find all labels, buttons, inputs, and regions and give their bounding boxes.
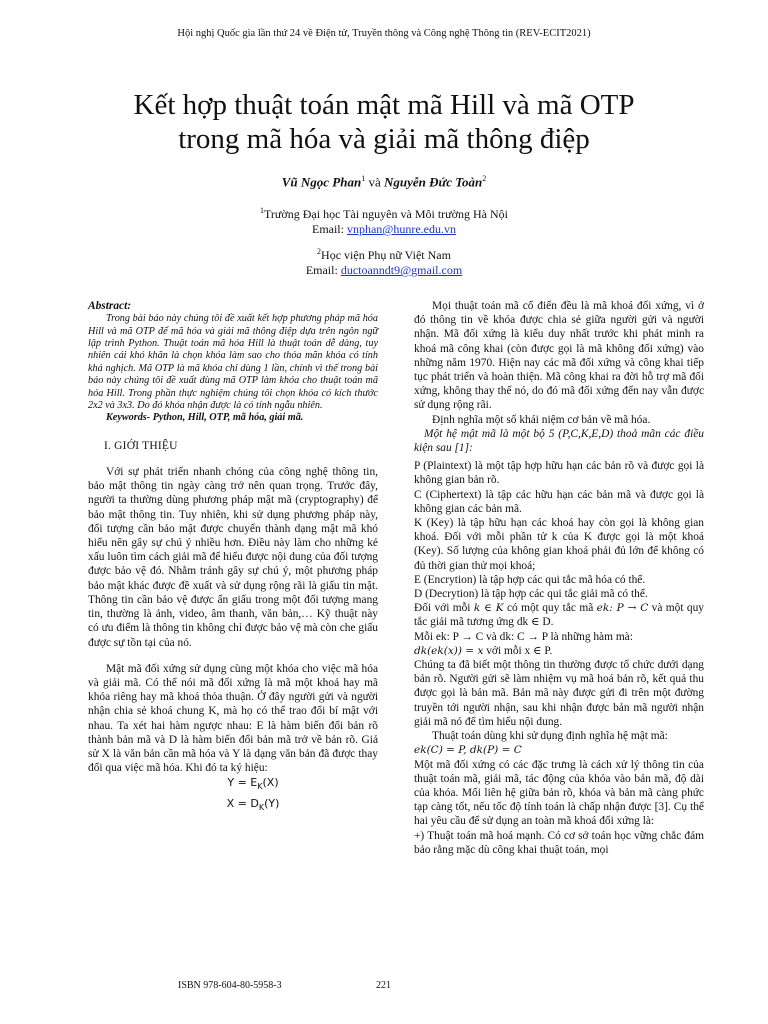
conference-header: Hội nghị Quốc gia lần thứ 24 về Điện tử, Truyền thông và Công nghệ Thông tin (REV-ECIT2021) <box>177 28 591 39</box>
math-ek-mapping: ek: P → C <box>596 602 649 615</box>
definition-encryption: E (Encrytion) là tập hợp các qui tắc mã hóa có thể. <box>414 573 646 586</box>
equation-decrypt-sub: K <box>258 802 265 812</box>
definition-decryption: D (Decrytion) là tập hợp các qui tắc giải mã có thể. <box>414 588 648 601</box>
author-2-sup: 2 <box>482 174 487 183</box>
abstract-heading: Abstract: <box>88 300 132 312</box>
definition-ciphertext: C (Ciphertext) là tập các hữu hạn các bản mã và được gọi là không gian các bản mã. <box>414 488 704 515</box>
affiliation-1-sup: 1 <box>259 206 264 215</box>
right-paragraph-3: Một hệ mật mã là một bộ 5 (P,C,K,E,D) thoả mãn các điều kiện sau [1]: <box>414 427 704 455</box>
affiliation-2-name: Học viện Phụ nữ Việt Nam <box>321 248 451 262</box>
email-link-2[interactable]: ductoanndt9@gmail.com <box>340 263 463 277</box>
author-line <box>0 174 768 190</box>
definition-rule <box>414 601 704 629</box>
definition-key: K (Key) là tập hữu hạn các khoá hay còn gọi là không gian khoá. Đối với mỗi phần tử k của K được gọi là một khoá (Key). Số lượng của không gian khoá phải đủ lớn để không có đủ thời gian thử mọi khoá; <box>414 517 704 572</box>
right-paragraph-2: Định nghĩa một số khái niệm cơ bản về mã hóa. <box>432 413 651 426</box>
abstract-text: Trong bài báo này chúng tôi đề xuất kết hợp phương pháp mã hóa Hill và mã OTP để mã hóa và giải mã thông điệp dựa trên ngôn ngữ lập trình Python. Thuật toán mã hóa Hill là thuật toán dễ dàng, tuy nhiên cái khó khăn là chọn khóa làm sao cho thỏa mãn khóa có tính khả nghịch. Mã OTP là mã khóa chỉ dùng 1 lần, chính vì thế trong bài báo này chúng tôi đề xuất dùng mã OTP làm khóa cho thuật toán mã hóa Hill. Trong phần thực nghiệm chúng tôi chọn khóa có kích thước 2x2 và 3x3. Do đó khóa nhận được là có tính ngẫu nhiên. <box>88 313 378 412</box>
email-link-1[interactable]: vnphan@hunre.edu.vn <box>346 222 457 236</box>
definition-dk-text: với mỗi x ∈ P. <box>483 644 553 657</box>
definition-mapping: Mỗi ek: P → C và dk: C → P là những hàm mà: <box>414 630 633 643</box>
page-number: 221 <box>376 980 391 991</box>
author-1: Vũ Ngọc Phan <box>281 174 362 190</box>
equation-decrypt <box>88 796 378 816</box>
author-2: Nguyễn Đức Toàn <box>383 174 483 190</box>
equation-encrypt-lhs: Y = E <box>227 776 258 790</box>
affiliation-1-email-label: Email: <box>311 222 347 236</box>
affiliation-1 <box>0 203 768 237</box>
right-paragraph-4: Chúng ta đã biết một thông tin thường được tổ chức dưới dạng bản rõ. Người gửi sẽ làm nhiệm vụ mã hoá bản rõ, kết quả thu được gọi là bản mã. Bản mã này được gửi đi trên một đường truyền tới người nhận, sau khi nhận được bản mã người nhận giải mã nó để tìm hiểu nội dung. <box>414 659 704 728</box>
math-ek-dk-relation: ek(C) = P, dk(P) = C <box>414 744 522 757</box>
definition-rule-part-3: và một quy tắc giải mã tương ứng dk ∈ D. <box>414 602 704 629</box>
left-column <box>88 299 378 816</box>
title-line-1: Kết hợp thuật toán mật mã Hill và mã OTP <box>133 89 635 121</box>
and-word: và <box>365 174 384 190</box>
equation-decrypt-rhs: (Y) <box>264 796 280 810</box>
intro-paragraph-2: Mật mã đối xứng sử dụng cùng một khóa cho việc mã hóa và giải mã. Có thể nói mã đối xứng là mã một khoá hay mã khóa riêng hay mã khoá thỏa thuận. Ở đây người gửi và người nhận chia sẻ khoá chung K, mà họ có thể trao đổi bí mật với nhau. Ta xét hai hàm ngược nhau: E là hàm biến đổi bản rõ thành bản mã và D là hàm biến đổi bản mã trở về bản rõ. Giả sử X là văn bản cần mã hóa và Y là dạng văn bản đã được thay đổi qua việc mã hóa. Khi đó ta ký hiệu: <box>88 662 378 775</box>
author-1-sup: 1 <box>361 174 366 183</box>
definition-plaintext: P (Plaintext) là một tập hợp hữu hạn các bản rõ và được gọi là không gian bản rõ. <box>414 460 704 487</box>
title-line-2: trong mã hóa và giải mã thông điệp <box>178 123 590 155</box>
definition-dk <box>414 644 704 658</box>
right-paragraph-7: +) Thuật toán mã hoá mạnh. Có cơ sở toán học vững chắc đảm bảo rằng mặc dù công khai thuật toán, mọi <box>414 829 704 856</box>
isbn: ISBN 978-604-80-5958-3 <box>178 980 282 991</box>
definition-rule-part-1: Đối với mỗi <box>414 602 474 615</box>
paper-title <box>0 88 768 156</box>
affiliation-2-sup: 2 <box>317 247 322 256</box>
right-paragraph-6: Một mã đối xứng có các đặc trưng là cách xử lý thông tin của thuật toán mã, giải mã, tác động của khóa vào bản mã, độ dài của khóa. Mối liên hệ giữa bản rõ, khóa và bản mã càng phức tạp càng tốt, nếu tốc độ tính toán là chấp nhận được [3]. Cụ thể hai yêu cầu để sử dụng an toàn mã khoá đối xứng là: <box>414 758 704 828</box>
equation-encrypt-sub: K <box>257 782 263 792</box>
affiliation-2 <box>0 244 768 278</box>
right-paragraph-5: Thuật toán dùng khi sử dụng định nghĩa hệ mật mã: <box>432 730 668 743</box>
equation-decrypt-lhs: X = D <box>226 796 259 810</box>
affiliation-1-name: Trường Đại học Tài nguyên và Môi trường Hà Nội <box>263 207 508 221</box>
section-heading-intro: I. GIỚI THIỆU <box>104 439 178 452</box>
math-k-in-K: k ∈ K <box>473 602 504 615</box>
right-paragraph-1: Mọi thuật toán mã cổ điển đều là mã khoá đối xứng, vì ở đó thông tin về khóa được chia sẻ giữa người gửi và người nhận. Mã đối xứng là kiểu duy nhất trước khi phát minh ra khoá mã công khai (còn được gọi là mã không đối xứng) vào những năm 1970. Hiện nay các mã đối xứng và công khai tiếp tục phát triển và hoàn thiện. Mã công khai ra đời hỗ trợ mã đối xứng, không thay thế nó, do đó mã đối xứng đến nay vẫn được sử dụng rộng rãi. <box>414 300 704 412</box>
right-column <box>414 299 704 857</box>
keywords: Keywords- Python, Hill, OTP, mã hóa, giải mã. <box>106 412 304 424</box>
equation-encrypt <box>88 775 378 795</box>
definition-rule-part-2: có một quy tắc mã <box>503 602 597 615</box>
math-dk-ek: dk(ek(x)) = x <box>414 644 484 657</box>
equation-encrypt-rhs: (X) <box>262 776 279 790</box>
affiliation-2-email-label: Email: <box>305 263 341 277</box>
intro-paragraph-1: Với sự phát triển nhanh chóng của công nghệ thông tin, bảo mật thông tin ngày càng trở nên quan trọng. Trước đây, người ta thường dùng phương pháp mật mã (cryptography) để bảo mật thông tin. Tuy nhiên, khi sử dụng phương pháp này, đối tượng cần bảo mật được chuyển thành dạng mật mã khó hiểu nên gây sự chú ý nhiều hơn. Điều này làm cho những kẻ xấu luôn tìm cách giải mã để hiểu được nội dung của đối tượng được bảo vệ đó. Nhằm tránh gây sự chú ý, một phương pháp bảo mật khác được đề xuất và sử dụng rộng rãi là giấu tin mật. Thông tin cần bảo vệ được ẩn giấu trong một đối tượng mang tin, thường là ảnh, video, âm thanh, văn bản,… Kỹ thuật này có ưu điểm là thông tin không chỉ được bảo vệ mà còn che giấu được sự tồn tại của nó. <box>88 466 378 649</box>
